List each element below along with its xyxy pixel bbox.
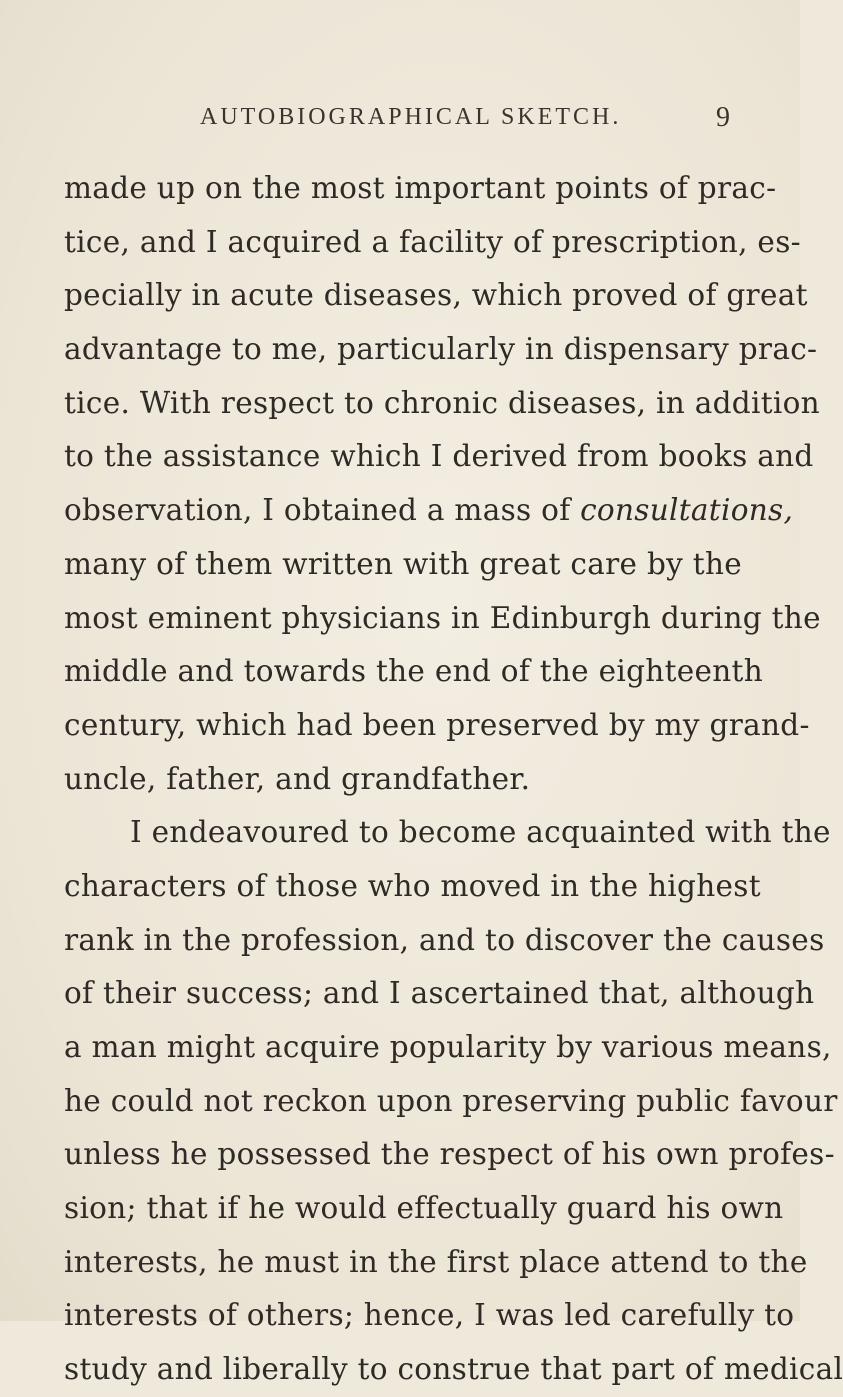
- text-line: interests of others; hence, I was led carefully to: [64, 1298, 795, 1333]
- text-line: of their success; and I ascertained that, although: [64, 976, 815, 1011]
- text-line: middle and towards the end of the eighteenth: [64, 654, 764, 689]
- text-line: characters of those who moved in the highest: [64, 868, 761, 903]
- text-line: uncle, father, and grandfather.: [64, 761, 531, 796]
- body-text: [64, 162, 843, 1397]
- text-line: study and liberally to construe that part of medical: [64, 1352, 843, 1387]
- page-number: 9: [716, 102, 730, 133]
- text-line: rank in the profession, and to discover the causes: [64, 922, 825, 957]
- text-line: he could not reckon upon preserving public favour: [64, 1083, 838, 1118]
- text-line: most eminent physicians in Edinburgh during the: [64, 600, 821, 635]
- text-line: I endeavoured to become acquainted with the: [130, 815, 831, 850]
- text-line: century, which had been preserved by my grand-: [64, 707, 810, 742]
- text-line: observation, I obtained a mass of consultations,: [64, 493, 794, 528]
- text-line: made up on the most important points of prac-: [64, 171, 777, 205]
- text-line: a man might acquire popularity by various means,: [64, 1030, 832, 1064]
- text-line: tice. With respect to chronic diseases, in addition: [64, 385, 820, 420]
- text-line: advantage to me, particularly in dispensary prac-: [64, 332, 818, 367]
- running-head: [0, 104, 800, 144]
- text-line: to the assistance which I derived from books and: [64, 439, 814, 474]
- running-head-title: AUTOBIOGRAPHICAL SKETCH.: [200, 104, 622, 130]
- text-line: unless he possessed the respect of his own profes-: [64, 1137, 835, 1172]
- text-line: tice, and I acquired a facility of prescription, es-: [64, 224, 801, 259]
- text-line: many of them written with great care by the: [64, 546, 743, 581]
- text-line: pecially in acute diseases, which proved of great: [64, 278, 808, 313]
- text-line: sion; that if he would effectually guard his own: [64, 1191, 784, 1226]
- text-line: interests, he must in the first place attend to the: [64, 1244, 808, 1279]
- italic-word: consultations,: [580, 493, 794, 528]
